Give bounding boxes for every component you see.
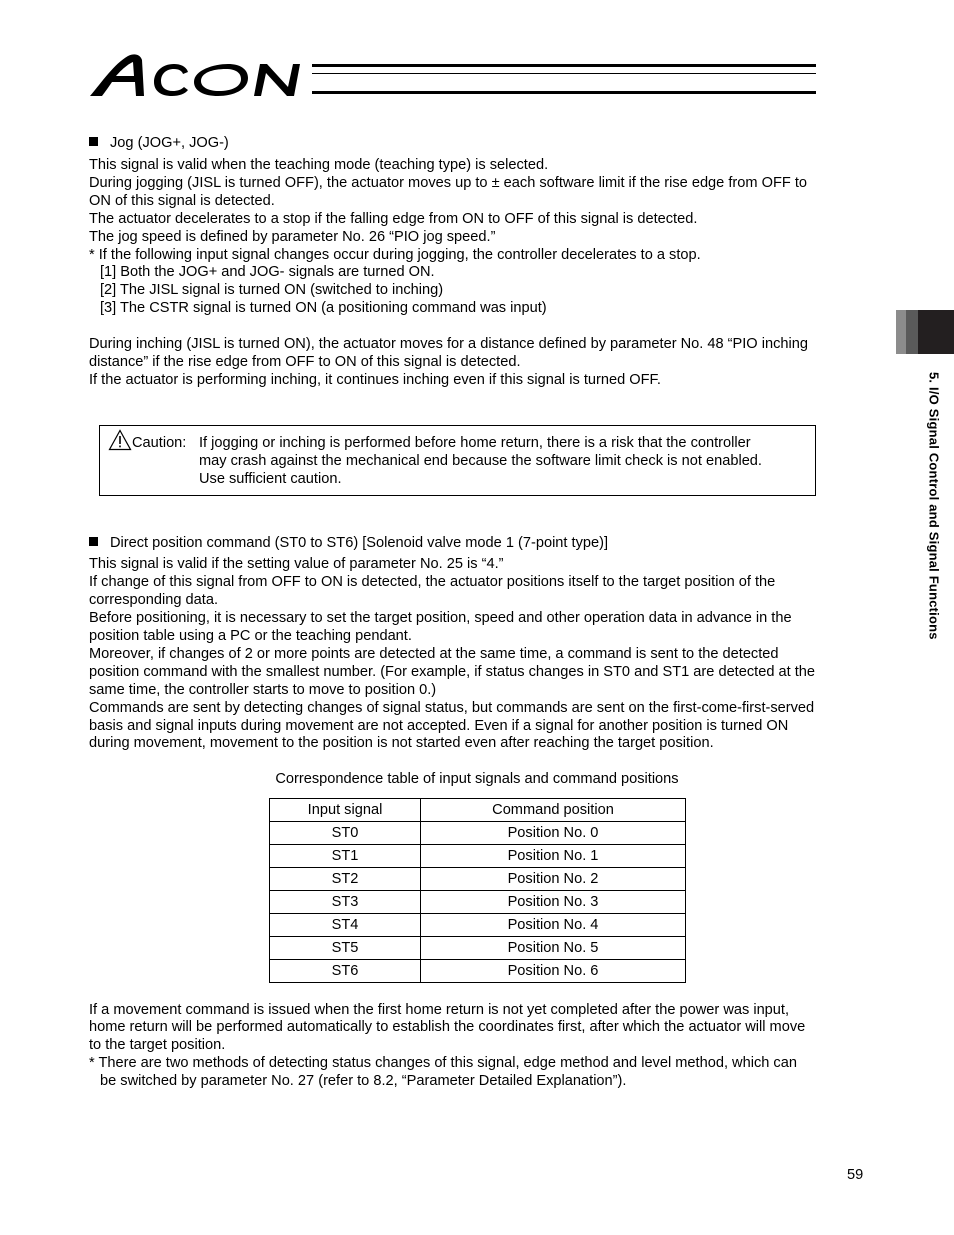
acon-logo-graphic: [88, 52, 313, 98]
jog-text-line: ON of this signal is detected.: [89, 193, 275, 209]
inching-text-line: distance” if the rise edge from OFF to ON of this signal is detected.: [89, 354, 521, 370]
direct-position-heading-text: Direct position command (ST0 to ST6) [Solenoid valve mode 1 (7-point type)]: [110, 535, 609, 551]
inching-text-line: If the actuator is performing inching, it continues inching even if this signal is turned OFF.: [89, 372, 661, 388]
caution-box: [99, 425, 816, 496]
jog-text-line: The actuator decelerates to a stop if the falling edge from ON to OFF of this signal is detected.: [89, 211, 698, 227]
table-cell: Position No. 0: [421, 822, 686, 845]
jog-heading: [89, 134, 229, 152]
table-cell: ST4: [270, 914, 421, 937]
caution-text-line: Use sufficient caution.: [199, 471, 342, 487]
caution-text-line: If jogging or inching is performed before home return, there is a risk that the controller: [199, 435, 751, 451]
direct-text-line: position table using a PC or the teaching pendant.: [89, 628, 412, 644]
table-cell: ST2: [270, 868, 421, 891]
table-cell: ST5: [270, 937, 421, 960]
jog-text-line: * If the following input signal changes occur during jogging, the controller decelerates to a stop.: [89, 247, 701, 263]
table-row: [270, 868, 686, 891]
table-cell: ST6: [270, 960, 421, 983]
jog-text-line: The jog speed is defined by parameter No. 26 “PIO jog speed.”: [89, 229, 496, 245]
direct-text-line: Moreover, if changes of 2 or more points are detected at the same time, a command is sent to the detected: [89, 646, 779, 662]
caution-text-line: may crash against the mechanical end because the software limit check is not enabled.: [199, 453, 762, 469]
table-row: [270, 960, 686, 983]
direct-text-line: same time, the controller starts to move to position 0.): [89, 682, 437, 698]
acon-logo: [88, 52, 313, 103]
table-cell: Position No. 2: [421, 868, 686, 891]
jog-condition: [2] The JISL signal is turned ON (switched to inching): [100, 282, 444, 298]
direct-text-line: Commands are sent by detecting changes of signal status, but commands are sent on the first-come-first-served: [89, 700, 815, 716]
table-cell: ST0: [270, 822, 421, 845]
jog-condition: [3] The CSTR signal is turned ON (a positioning command was input): [100, 300, 547, 316]
table-header-cell: Command position: [421, 799, 686, 822]
closing-text-line: to the target position.: [89, 1037, 226, 1053]
table-header-cell: Input signal: [270, 799, 421, 822]
closing-text-line: If a movement command is issued when the first home return is not yet completed after the power was input,: [89, 1002, 790, 1018]
table-caption: Correspondence table of input signals and command positions: [275, 771, 679, 787]
table-cell: Position No. 1: [421, 845, 686, 868]
jog-text-line: During jogging (JISL is turned OFF), the actuator moves up to ± each software limit if the rise edge from OFF to: [89, 175, 807, 191]
table-row: [270, 845, 686, 868]
jog-condition: [1] Both the JOG+ and JOG- signals are turned ON.: [100, 264, 435, 280]
square-bullet-icon: [89, 137, 98, 146]
closing-text-line: home return will be performed automatically to establish the coordinates first, after which the actuator will move: [89, 1019, 806, 1035]
closing-note-line: be switched by parameter No. 27 (refer to 8.2, “Parameter Detailed Explanation”).: [100, 1073, 627, 1089]
table-cell: ST3: [270, 891, 421, 914]
caution-label: Caution:: [132, 435, 187, 451]
inching-text-line: During inching (JISL is turned ON), the actuator moves for a distance defined by parameter No. 48 “PIO inching: [89, 336, 808, 352]
table-cell: Position No. 5: [421, 937, 686, 960]
direct-text-line: This signal is valid if the setting value of parameter No. 25 is “4.”: [89, 556, 504, 572]
page-number: 59: [847, 1167, 864, 1183]
chapter-side-label: 5. I/O Signal Control and Signal Functions: [926, 372, 942, 640]
header-rule-top: [312, 64, 816, 67]
warning-triangle-icon: [108, 429, 132, 456]
jog-heading-text: Jog (JOG+, JOG-): [110, 135, 229, 151]
square-bullet-icon: [89, 537, 98, 546]
table-row: [270, 822, 686, 845]
chapter-tab-dark: [918, 310, 954, 354]
jog-text-line: This signal is valid when the teaching mode (teaching type) is selected.: [89, 157, 549, 173]
header-rule-bottom: [312, 91, 816, 94]
table-row: [270, 937, 686, 960]
header-rule-mid: [312, 73, 816, 74]
table-row: [270, 914, 686, 937]
chapter-tab-mid: [906, 310, 918, 354]
table-header-row: [270, 799, 686, 822]
direct-text-line: corresponding data.: [89, 592, 218, 608]
direct-text-line: If change of this signal from OFF to ON is detected, the actuator positions itself to the target position of the: [89, 574, 776, 590]
table-cell: Position No. 3: [421, 891, 686, 914]
chapter-tab-light: [896, 310, 906, 354]
table-cell: Position No. 6: [421, 960, 686, 983]
table-cell: ST1: [270, 845, 421, 868]
direct-text-line: basis and signal inputs during movement are not accepted. Even if a signal for another position is turned ON: [89, 718, 789, 734]
direct-position-heading: [89, 534, 608, 552]
direct-text-line: Before positioning, it is necessary to set the target position, speed and other operation data in advance in the: [89, 610, 792, 626]
signal-position-table: [269, 798, 686, 983]
closing-note-line: * There are two methods of detecting status changes of this signal, edge method and level method, which can: [89, 1055, 797, 1071]
direct-text-line: position command with the smallest number. (For example, if status changes in ST0 and ST1 are detected at the: [89, 664, 816, 680]
table-row: [270, 891, 686, 914]
direct-text-line: during movement, movement to the position is not started even after reaching the target position.: [89, 735, 714, 751]
table-cell: Position No. 4: [421, 914, 686, 937]
